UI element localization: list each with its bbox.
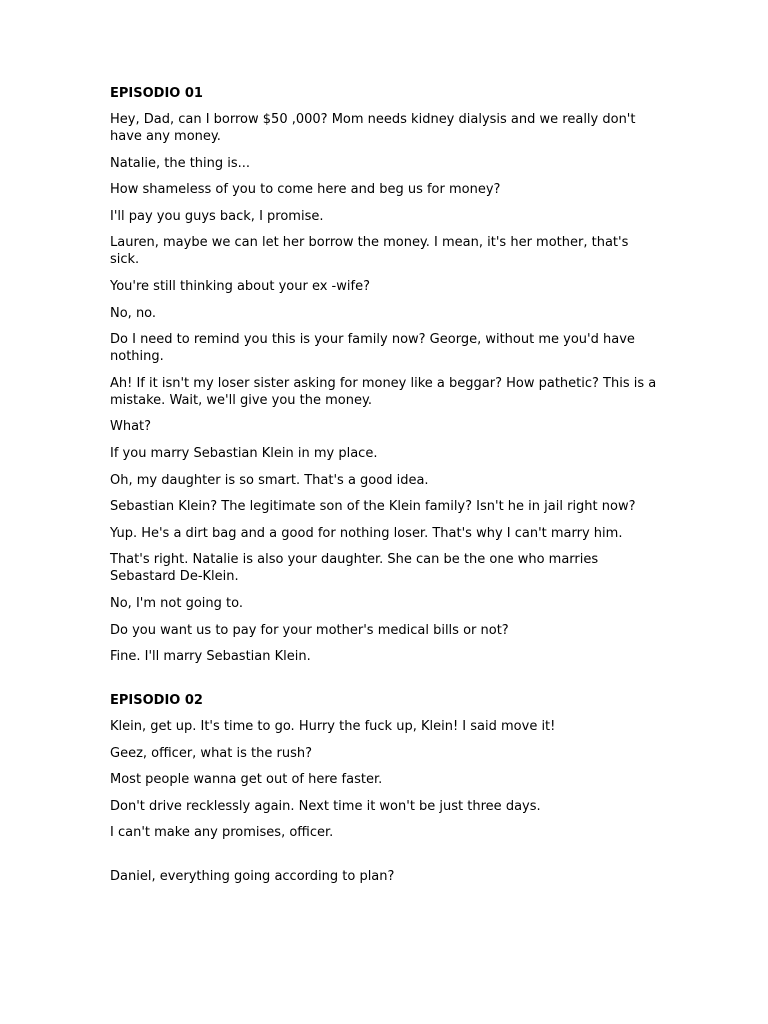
dialogue-line: No, I'm not going to. (110, 595, 243, 611)
dialogue-line: Lauren, maybe we can let her borrow the money. I mean, it's her mother, that's sick. (110, 235, 629, 268)
dialogue-line: Daniel, everything going according to plan? (110, 869, 395, 885)
dialogue-line: What? (110, 419, 152, 435)
dialogue-line: Do you want us to pay for your mother's medical bills or not? (110, 622, 509, 638)
dialogue-line: Klein, get up. It's time to go. Hurry the fuck up, Klein! I said move it! (110, 719, 556, 735)
dialogue-line: Sebastian Klein? The legitimate son of the Klein family? Isn't he in jail right now? (110, 499, 636, 515)
dialogue-line: Yup. He's a dirt bag and a good for nothing loser. That's why I can't marry him. (110, 525, 623, 541)
dialogue-line: Do I need to remind you this is your family now? George, without me you'd have nothing. (110, 332, 635, 365)
dialogue-line: Natalie, the thing is... (110, 155, 251, 171)
dialogue-line: Fine. I'll marry Sebastian Klein. (110, 649, 311, 665)
episode-01 (110, 85, 658, 665)
episode-heading: EPISODIO 02 (110, 693, 203, 709)
document-page (110, 85, 658, 895)
dialogue-line: Geez, officer, what is the rush? (110, 745, 312, 761)
dialogue-line: Most people wanna get out of here faster. (110, 772, 383, 788)
dialogue-line: I can't make any promises, officer. (110, 825, 334, 841)
dialogue-line: How shameless of you to come here and beg us for money? (110, 182, 501, 198)
episode-02 (110, 692, 658, 885)
dialogue-line: Oh, my daughter is so smart. That's a good idea. (110, 472, 429, 488)
dialogue-line: I'll pay you guys back, I promise. (110, 208, 324, 224)
episode-heading: EPISODIO 01 (110, 86, 203, 101)
dialogue-line: That's right. Natalie is also your daughter. She can be the one who marries Sebastard De-Klein. (110, 552, 599, 585)
dialogue-line: No, no. (110, 305, 157, 321)
dialogue-line: Don't drive recklessly again. Next time it won't be just three days. (110, 798, 541, 814)
dialogue-line: If you marry Sebastian Klein in my place. (110, 445, 378, 461)
dialogue-line: Hey, Dad, can I borrow $50 ,000? Mom needs kidney dialysis and we really don't have any money. (110, 112, 636, 144)
dialogue-line: Ah! If it isn't my loser sister asking for money like a beggar? How pathetic? This is a mistake. Wait, we'll give you the money. (110, 375, 657, 408)
dialogue-line: You're still thinking about your ex -wife? (110, 278, 370, 294)
